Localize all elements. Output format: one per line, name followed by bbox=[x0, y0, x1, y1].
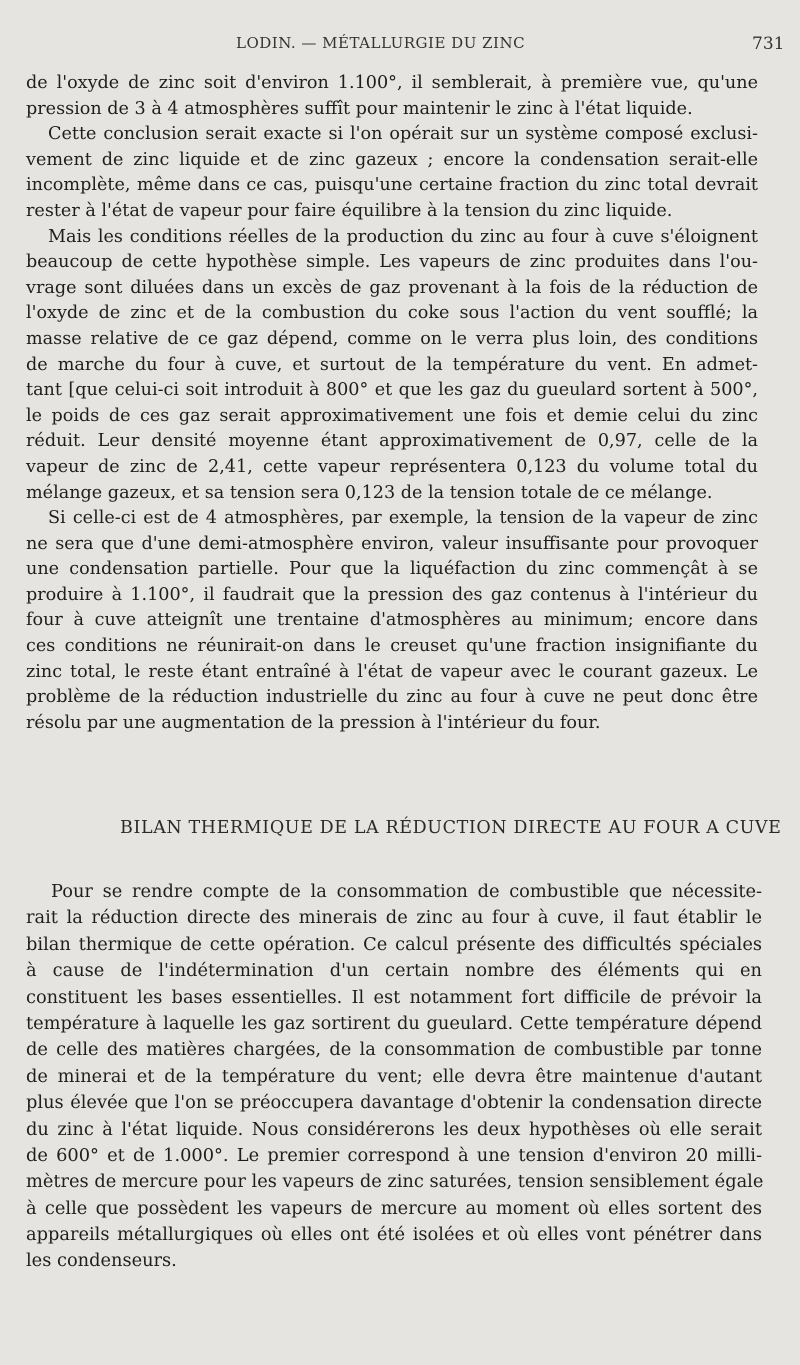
text-line: Pour se rendre compte de la consommation de combustible que nécessite- bbox=[51, 881, 762, 902]
text-line: réduit. Leur densité moyenne étant approximativement de 0,97, celle de la bbox=[26, 431, 758, 452]
text-line: constituent les bases essentielles. Il est notamment fort difficile de prévoir la bbox=[26, 986, 762, 1008]
body-text-top bbox=[26, 71, 758, 736]
page-number: 731 bbox=[752, 34, 785, 54]
text-line: température à laquelle les gaz sortirent du gueulard. Cette température dépend bbox=[26, 1012, 762, 1034]
text-line: produire à 1.100°, il faudrait que la pression des gaz contenus à l'intérieur du bbox=[26, 584, 758, 605]
text-line: ne sera que d'une demi-atmosphère environ, valeur insuffisante pour provoquer bbox=[26, 533, 758, 554]
text-line: rester à l'état de vapeur pour faire équilibre à la tension du zinc liquide. bbox=[26, 200, 673, 221]
text-line: bilan thermique de cette opération. Ce calcul présente des difficultés spéciales bbox=[26, 933, 762, 955]
running-head: LODIN. — MÉTALLURGIE DU ZINC bbox=[236, 34, 526, 52]
text-line: mélange gazeux, et sa tension sera 0,123 de la tension totale de ce mélange. bbox=[26, 482, 713, 503]
text-line: Cette conclusion serait exacte si l'on opérait sur un système composé exclusi- bbox=[48, 124, 758, 145]
page-header bbox=[0, 34, 800, 56]
text-line: de 600° et de 1.000°. Le premier correspond à une tension d'environ 20 milli- bbox=[26, 1144, 762, 1166]
section-heading: BILAN THERMIQUE DE LA RÉDUCTION DIRECTE AU FOUR A CUVE bbox=[120, 818, 782, 838]
text-line: de minerai et de la température du vent; elle devra être maintenue d'autant bbox=[26, 1065, 762, 1087]
text-line: mètres de mercure pour les vapeurs de zinc saturées, tension sensiblement égale bbox=[26, 1171, 764, 1193]
text-line: à cause de l'indétermination d'un certain nombre des éléments qui en bbox=[26, 960, 762, 982]
text-line: tant [que celui-ci soit introduit à 800° et que les gaz du gueulard sortent à 500°, bbox=[26, 380, 758, 401]
text-line: les condenseurs. bbox=[26, 1250, 177, 1272]
text-line: Mais les conditions réelles de la production du zinc au four à cuve s'éloignent bbox=[48, 226, 758, 247]
text-line: vement de zinc liquide et de zinc gazeux ; encore la condensation serait-elle bbox=[26, 149, 758, 170]
text-line: rait la réduction directe des minerais de zinc au four à cuve, il faut établir le bbox=[26, 907, 762, 929]
text-line: le poids de ces gaz serait approximativement une fois et demie celui du zinc bbox=[26, 405, 758, 426]
text-line: zinc total, le reste étant entraîné à l'état de vapeur avec le courant gazeux. Le bbox=[26, 661, 758, 682]
text-line: pression de 3 à 4 atmosphères suffît pour maintenir le zinc à l'état liquide. bbox=[26, 98, 693, 119]
text-line: du zinc à l'état liquide. Nous considérerons les deux hypothèses où elle serait bbox=[26, 1118, 762, 1140]
text-line: l'oxyde de zinc et de la combustion du coke sous l'action du vent soufflé; la bbox=[26, 303, 758, 324]
text-line: four à cuve atteignît une trentaine d'atmosphères au minimum; encore dans bbox=[26, 610, 758, 631]
text-line: à celle que possèdent les vapeurs de mercure au moment où elles sortent des bbox=[26, 1197, 762, 1219]
body-text-bottom bbox=[26, 879, 762, 1275]
text-line: plus élevée que l'on se préoccupera davantage d'obtenir la condensation directe bbox=[26, 1092, 762, 1114]
text-line: incomplète, même dans ce cas, puisqu'une certaine fraction du zinc total devrait bbox=[26, 175, 758, 196]
text-line: masse relative de ce gaz dépend, comme on le verra plus loin, des conditions bbox=[26, 328, 758, 349]
text-line: résolu par une augmentation de la pression à l'intérieur du four. bbox=[26, 712, 601, 733]
text-line: problème de la réduction industrielle du zinc au four à cuve ne peut donc être bbox=[26, 687, 758, 708]
text-line: de celle des matières chargées, de la consommation de combustible par tonne bbox=[26, 1039, 762, 1061]
text-line: ces conditions ne réunirait-on dans le creuset qu'une fraction insignifiante du bbox=[26, 636, 758, 657]
text-line: vapeur de zinc de 2,41, cette vapeur représentera 0,123 du volume total du bbox=[26, 456, 758, 477]
text-line: une condensation partielle. Pour que la liquéfaction du zinc commençât à se bbox=[26, 559, 758, 580]
text-line: de marche du four à cuve, et surtout de la température du vent. En admet- bbox=[26, 354, 758, 375]
text-line: beaucoup de cette hypothèse simple. Les vapeurs de zinc produites dans l'ou- bbox=[26, 252, 758, 273]
text-line: de l'oxyde de zinc soit d'environ 1.100°, il semblerait, à première vue, qu'une bbox=[26, 73, 758, 93]
text-line: Si celle-ci est de 4 atmosphères, par exemple, la tension de la vapeur de zinc bbox=[48, 508, 758, 529]
text-line: vrage sont diluées dans un excès de gaz provenant à la fois de la réduction de bbox=[26, 277, 758, 298]
text-line: appareils métallurgiques où elles ont été isolées et où elles vont pénétrer dans bbox=[26, 1224, 762, 1246]
